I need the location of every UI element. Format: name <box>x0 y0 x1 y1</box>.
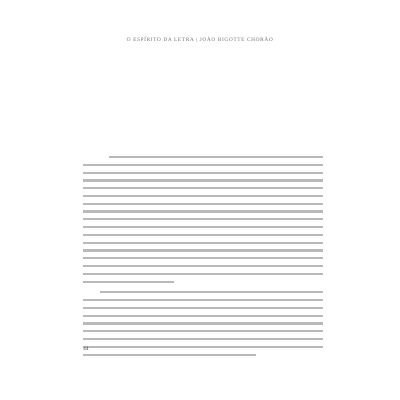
text-line <box>83 338 323 340</box>
text-line <box>83 265 323 267</box>
text-line <box>83 179 323 181</box>
text-line <box>83 234 323 236</box>
text-line <box>83 346 323 348</box>
text-line <box>83 226 323 228</box>
text-line <box>83 172 323 174</box>
text-line <box>83 203 323 205</box>
text-line <box>83 210 323 212</box>
text-line <box>83 354 256 356</box>
page-number: 44 <box>83 346 89 352</box>
text-line <box>83 218 323 220</box>
paragraph-1 <box>83 156 323 283</box>
text-line <box>83 307 323 309</box>
text-line <box>109 156 323 158</box>
text-line <box>83 281 174 283</box>
text-line <box>83 322 323 324</box>
text-body <box>83 156 323 361</box>
text-line <box>83 164 323 166</box>
text-line <box>83 195 323 197</box>
text-line <box>83 187 323 189</box>
text-line <box>83 249 323 251</box>
text-line <box>83 330 323 332</box>
text-line <box>100 291 323 293</box>
running-header: O ESPÍRITO DA LETRA | JOÃO BIGOTTE CHORÃO <box>126 37 274 43</box>
text-line <box>83 315 323 317</box>
text-line <box>83 257 323 259</box>
text-line <box>83 242 323 244</box>
text-line <box>83 299 323 301</box>
paragraph-2 <box>83 291 323 355</box>
text-line <box>83 273 323 275</box>
